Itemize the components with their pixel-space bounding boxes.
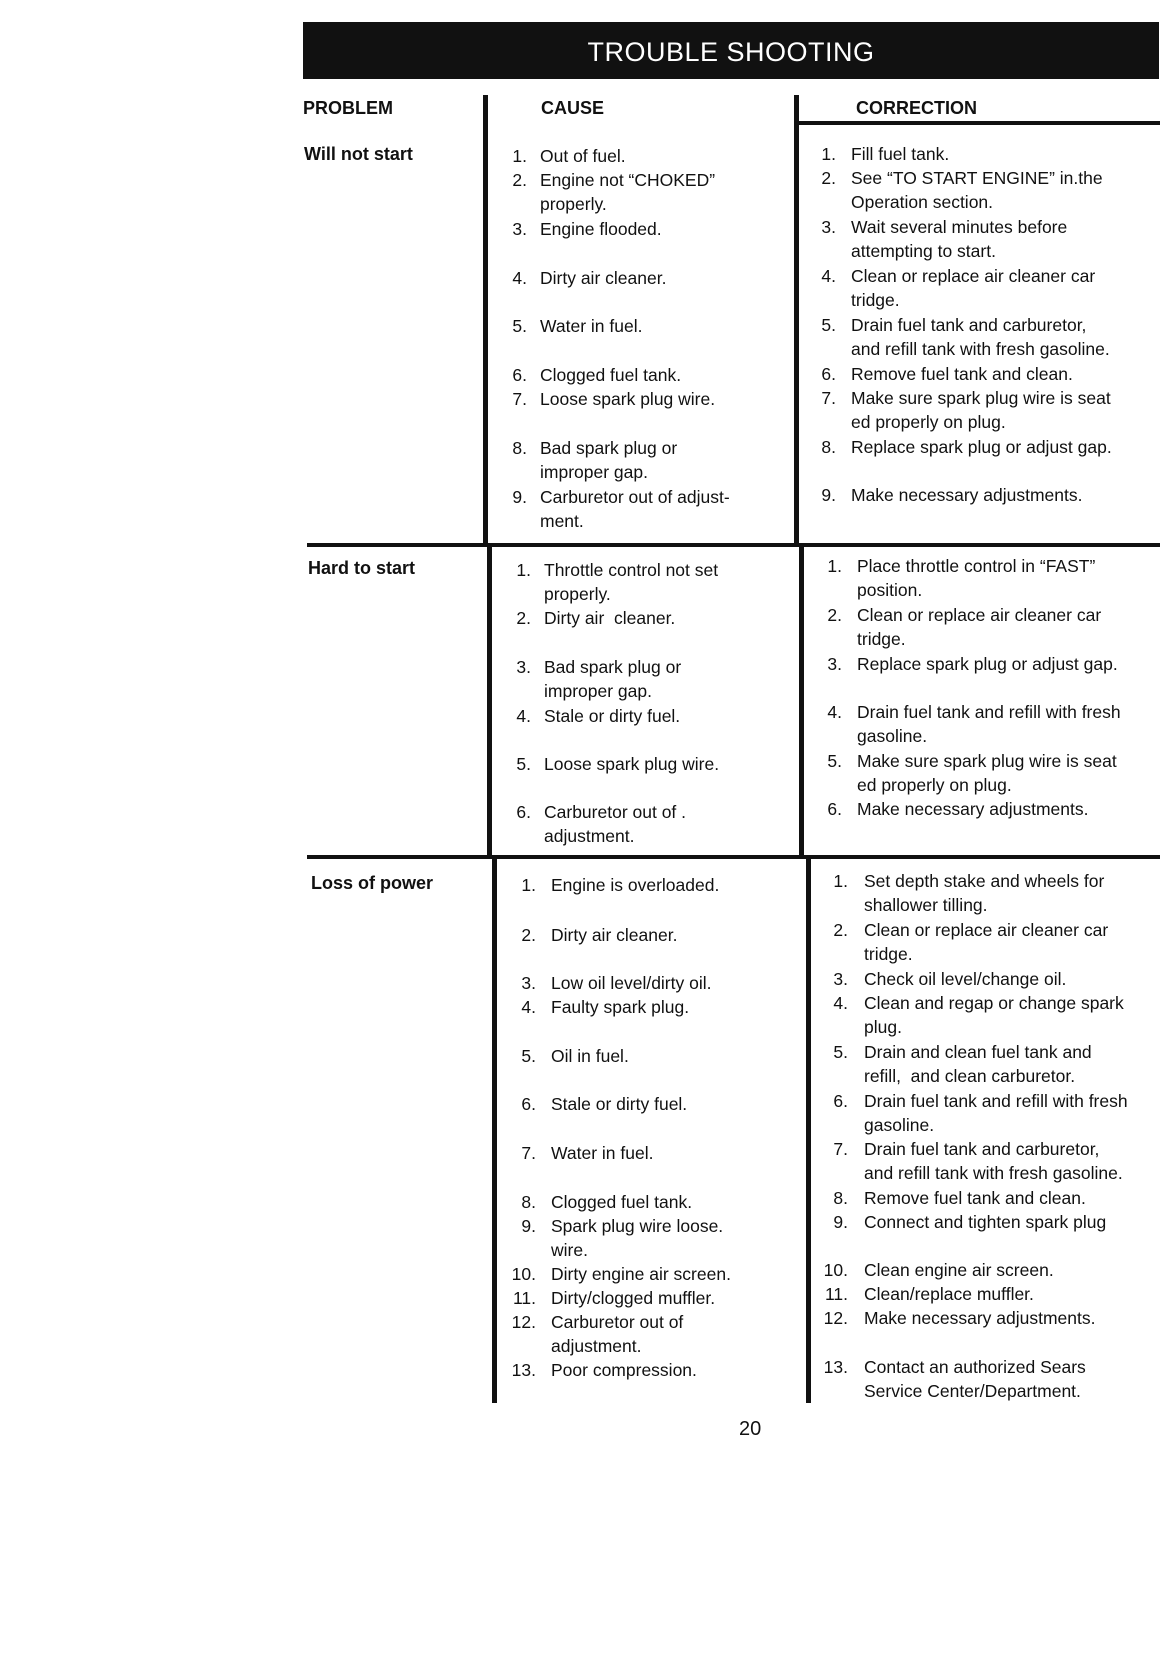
correction-item-number: 7.: [821, 388, 836, 408]
cause-item-number: 1.: [516, 560, 531, 580]
correction-item-number: 9.: [821, 485, 836, 505]
cause-item-text: Engine is overloaded.: [551, 875, 720, 895]
correction-item-text: Contact an authorized Sears: [864, 1357, 1086, 1377]
correction-item-text: ed properly on plug.: [857, 775, 1012, 795]
correction-item-text: Drain and clean fuel tank and: [864, 1042, 1092, 1062]
cause-item-text: Dirty engine air screen.: [551, 1264, 731, 1284]
section-divider-1: [307, 543, 1160, 547]
correction-item-text: Replace spark plug or adjust gap.: [851, 437, 1112, 457]
problem-label: Loss of power: [311, 873, 434, 893]
correction-item-text: Clean or replace air cleaner car: [851, 266, 1096, 286]
cause-item-text: Carburetor out of: [551, 1312, 684, 1332]
correction-item-text: Operation section.: [851, 192, 994, 212]
cause-item-text: Low oil level/dirty oil.: [551, 973, 712, 993]
correction-item-text: tridge.: [851, 290, 900, 310]
cause-item-text: Engine not “CHOKED”: [540, 170, 716, 190]
cause-item-number: 7.: [512, 389, 527, 409]
correction-item-text: Place throttle control in “FAST”: [857, 556, 1096, 576]
correction-item-number: 3.: [821, 217, 836, 237]
cause-item-text: Stale or dirty fuel.: [544, 706, 681, 726]
cause-item-text: Dirty/clogged muffler.: [551, 1288, 716, 1308]
correction-item-text: Check oil level/change oil.: [864, 969, 1067, 989]
cause-item-number: 8.: [521, 1192, 536, 1212]
page-title: TROUBLE SHOOTING: [303, 22, 1159, 79]
header-problem: PROBLEM: [303, 98, 393, 118]
correction-item-text: Make necessary adjustments.: [851, 485, 1083, 505]
correction-item-number: 5.: [833, 1042, 848, 1062]
correction-item-number: 6.: [833, 1091, 848, 1111]
cause-item-number: 5.: [512, 316, 527, 336]
cause-item-text: Stale or dirty fuel.: [551, 1094, 688, 1114]
correction-item-text: gasoline.: [864, 1115, 935, 1135]
cause-item-text: Poor compression.: [551, 1360, 697, 1380]
cause-item-number: 11.: [512, 1288, 536, 1308]
cause-item-text: Loose spark plug wire.: [540, 389, 716, 409]
correction-item-number: 10.: [823, 1260, 848, 1280]
cause-item-text: wire.: [551, 1240, 588, 1260]
correction-item-text: See “TO START ENGINE” in.the: [851, 168, 1103, 188]
cause-item-text: improper gap.: [540, 462, 648, 482]
cause-item-text: Out of fuel.: [540, 146, 626, 166]
correction-item-number: 4.: [833, 993, 848, 1013]
cause-item-text: Bad spark plug or: [544, 657, 682, 677]
cause-item-text: adjustment.: [551, 1336, 642, 1356]
correction-item-number: 8.: [821, 437, 836, 457]
cause-item-number: 4.: [516, 706, 531, 726]
correction-item-text: Clean or replace air cleaner car: [857, 605, 1102, 625]
correction-item-text: and refill tank with fresh gasoline.: [851, 339, 1110, 359]
correction-item-text: Make necessary adjustments.: [857, 799, 1089, 819]
cause-item-number: 2.: [521, 925, 536, 945]
cause-item-number: 3.: [512, 219, 527, 239]
header-rule: [795, 121, 1160, 125]
correction-item-number: 1.: [833, 871, 848, 891]
cause-item-number: 3.: [516, 657, 531, 677]
correction-item-text: Clean or replace air cleaner car: [864, 920, 1109, 940]
correction-item-number: 8.: [833, 1188, 848, 1208]
correction-item-text: Set depth stake and wheels for: [864, 871, 1105, 891]
correction-item-text: Make necessary adjustments.: [864, 1308, 1096, 1328]
correction-item-text: Drain fuel tank and carburetor,: [864, 1139, 1100, 1159]
cause-item-number: 3.: [521, 973, 536, 993]
cause-item-number: 9.: [512, 487, 527, 507]
cause-item-number: 10.: [511, 1264, 536, 1284]
cause-item-number: 1.: [521, 875, 536, 895]
correction-item-text: Clean and regap or change spark: [864, 993, 1124, 1013]
cause-item-text: Spark plug wire loose.: [551, 1216, 724, 1236]
cause-item-text: Water in fuel.: [551, 1143, 654, 1163]
cause-item-text: properly.: [540, 194, 607, 214]
cause-item-text: Throttle control not set: [544, 560, 719, 580]
correction-item-text: and refill tank with fresh gasoline.: [864, 1163, 1123, 1183]
cause-item-number: 2.: [512, 170, 527, 190]
correction-item-text: Drain fuel tank and refill with fresh: [864, 1091, 1128, 1111]
correction-item-text: Fill fuel tank.: [851, 144, 950, 164]
correction-item-text: Drain fuel tank and carburetor,: [851, 315, 1087, 335]
correction-item-text: attempting to start.: [851, 241, 996, 261]
correction-item-text: Make sure spark plug wire is seat: [851, 388, 1111, 408]
correction-item-number: 5.: [827, 751, 842, 771]
correction-item-text: Service Center/Department.: [864, 1381, 1081, 1401]
correction-item-text: tridge.: [857, 629, 906, 649]
correction-item-number: 12.: [823, 1308, 848, 1328]
cause-item-text: adjustment.: [544, 826, 635, 846]
correction-item-text: plug.: [864, 1017, 902, 1037]
cause-item-text: Clogged fuel tank.: [551, 1192, 693, 1212]
cause-item-number: 4.: [512, 268, 527, 288]
cause-item-text: Faulty spark plug.: [551, 997, 690, 1017]
correction-item-number: 9.: [833, 1212, 848, 1232]
correction-item-number: 5.: [821, 315, 836, 335]
cause-item-text: Clogged fuel tank.: [540, 365, 682, 385]
correction-item-text: refill, and clean carburetor.: [864, 1066, 1076, 1086]
cause-item-text: Water in fuel.: [540, 316, 643, 336]
correction-item-number: 2.: [821, 168, 836, 188]
correction-item-text: Drain fuel tank and refill with fresh: [857, 702, 1121, 722]
correction-item-text: Connect and tighten spark plug: [864, 1212, 1107, 1232]
cause-item-text: Dirty air cleaner.: [540, 268, 667, 288]
cause-item-number: 1.: [512, 146, 527, 166]
cause-item-number: 12.: [511, 1312, 536, 1332]
cause-item-text: Carburetor out of adjust-: [540, 487, 730, 507]
cause-item-number: 6.: [512, 365, 527, 385]
cause-item-number: 4.: [521, 997, 536, 1017]
correction-item-text: Make sure spark plug wire is seat: [857, 751, 1117, 771]
cause-item-text: ment.: [540, 511, 584, 531]
correction-item-text: tridge.: [864, 944, 913, 964]
correction-item-number: 4.: [821, 266, 836, 286]
correction-item-number: 6.: [827, 799, 842, 819]
cause-item-number: 8.: [512, 438, 527, 458]
correction-item-number: 2.: [827, 605, 842, 625]
correction-item-text: Wait several minutes before: [851, 217, 1068, 237]
section-divider-2: [307, 855, 1160, 859]
cause-item-number: 7.: [521, 1143, 536, 1163]
correction-item-number: 11.: [824, 1284, 848, 1304]
correction-item-text: ed properly on plug.: [851, 412, 1006, 432]
cause-item-number: 5.: [521, 1046, 536, 1066]
cause-item-text: Dirty air cleaner.: [551, 925, 678, 945]
correction-item-text: Clean engine air screen.: [864, 1260, 1054, 1280]
correction-item-text: Replace spark plug or adjust gap.: [857, 654, 1118, 674]
cause-item-number: 9.: [521, 1216, 536, 1236]
correction-item-text: shallower tilling.: [864, 895, 988, 915]
cause-item-number: 2.: [516, 608, 531, 628]
correction-item-text: Remove fuel tank and clean.: [851, 364, 1073, 384]
cause-item-number: 6.: [521, 1094, 536, 1114]
cause-item-number: 13.: [511, 1360, 536, 1380]
cause-item-text: Bad spark plug or: [540, 438, 678, 458]
problem-label: Will not start: [304, 144, 413, 164]
correction-item-text: Remove fuel tank and clean.: [864, 1188, 1086, 1208]
correction-item-number: 3.: [833, 969, 848, 989]
cause-item-text: Dirty air cleaner.: [544, 608, 676, 628]
correction-item-number: 13.: [823, 1357, 848, 1377]
cause-item-number: 6.: [516, 802, 531, 822]
correction-item-text: Clean/replace muffler.: [864, 1284, 1034, 1304]
correction-item-number: 6.: [821, 364, 836, 384]
cause-item-text: Carburetor out of .: [544, 802, 687, 822]
problem-label: Hard to start: [308, 558, 416, 578]
cause-item-text: Engine flooded.: [540, 219, 662, 239]
header-cause: CAUSE: [541, 98, 605, 118]
correction-item-number: 7.: [833, 1139, 848, 1159]
correction-item-number: 2.: [833, 920, 848, 940]
correction-item-text: position.: [857, 580, 923, 600]
correction-item-number: 1.: [821, 144, 836, 164]
page-number: 20: [739, 1418, 762, 1440]
cause-item-text: Loose spark plug wire.: [544, 754, 720, 774]
correction-item-number: 1.: [827, 556, 842, 576]
cause-item-number: 5.: [516, 754, 531, 774]
correction-item-text: gasoline.: [857, 726, 928, 746]
cause-item-text: Oil in fuel.: [551, 1046, 629, 1066]
header-correction: CORRECTION: [856, 98, 977, 118]
cause-item-text: properly.: [544, 584, 611, 604]
correction-item-number: 4.: [827, 702, 842, 722]
correction-item-number: 3.: [827, 654, 842, 674]
cause-item-text: improper gap.: [544, 681, 652, 701]
